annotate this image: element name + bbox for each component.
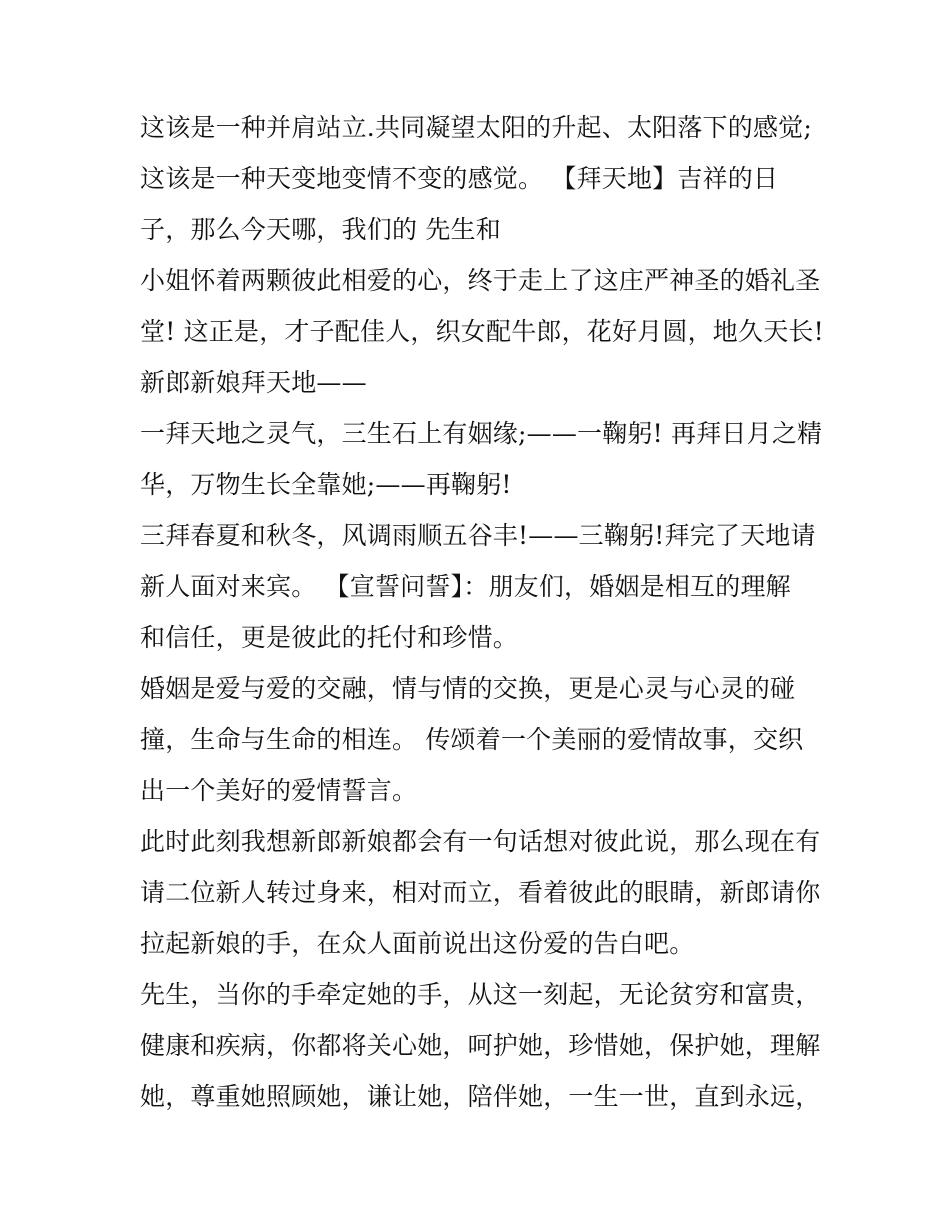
text-line: 堂! 这正是，才子配佳人，织女配牛郎，花好月圆，地久天长!: [140, 317, 824, 346]
text-line: 请二位新人转过身来，相对而立，看着彼此的眼睛，新郎请你: [140, 878, 821, 907]
text-line: 出一个美好的爱情誓言。: [140, 776, 418, 805]
text-line: 和信任，更是彼此的托付和珍惜。: [140, 623, 519, 652]
text-line: 新郎新娘拜天地——: [140, 368, 367, 397]
text-line: 撞，生命与生命的相连。 传颂着一个美丽的爱情故事，交织: [140, 725, 804, 754]
text-line: 子，那么今天哪，我们的 先生和: [140, 215, 501, 244]
text-line: 这该是一种并肩站立.共同凝望太阳的升起、太阳落下的感觉;: [140, 113, 812, 142]
text-line: 华，万物生长全靠她;——再鞠躬!: [140, 470, 512, 499]
text-line: 拉起新娘的手，在众人面前说出这份爱的告白吧。: [140, 929, 695, 958]
text-line: 健康和疾病，你都将关心她，呵护她，珍惜她，保护她，理解: [140, 1031, 821, 1060]
text-line: 这该是一种天变地变情不变的感觉。 【拜天地】吉祥的日: [140, 164, 779, 193]
text-line: 三拜春夏和秋冬，风调雨顺五谷丰!——三鞠躬!拜完了天地请: [140, 521, 816, 550]
text-line: 新人面对来宾。 【宣誓问誓】：朋友们，婚姻是相互的理解: [140, 572, 791, 601]
text-line: 先生，当你的手牵定她的手，从这一刻起，无论贫穷和富贵，: [140, 980, 821, 1009]
text-line: 一拜天地之灵气，三生石上有姻缘;——一鞠躬! 再拜日月之精: [140, 419, 823, 448]
text-line: 小姐怀着两颗彼此相爱的心，终于走上了这庄严神圣的婚礼圣: [140, 266, 821, 295]
text-line: 此时此刻我想新郎新娘都会有一句话想对彼此说，那么现在有: [140, 827, 821, 856]
text-line: 婚姻是爱与爱的交融，情与情的交换，更是心灵与心灵的碰: [140, 674, 796, 703]
text-line: 她，尊重她照顾她，谦让她，陪伴她，一生一世，直到永远，: [140, 1082, 821, 1111]
